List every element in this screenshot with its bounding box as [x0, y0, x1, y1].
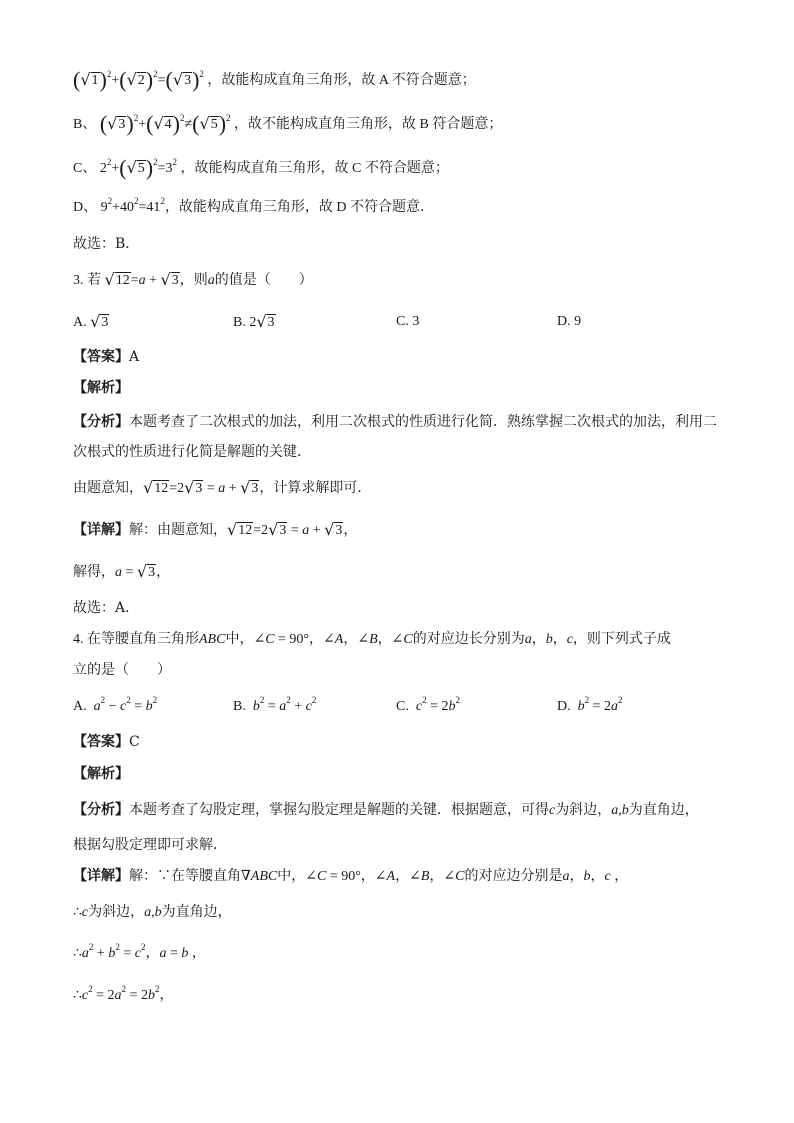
- q2-line-c-label: C、: [73, 161, 97, 176]
- q4-stem-2: 立的是（ ）: [73, 662, 171, 678]
- q3-choice: 故选：A．: [73, 600, 140, 616]
- q2-line-d: [73, 198, 434, 218]
- q2-choice: 故选：B．: [73, 236, 140, 252]
- q3-jiexi: 【解析】: [73, 380, 129, 396]
- q3-number: 3.: [73, 273, 84, 288]
- q4-answer: 【答案】C: [73, 734, 140, 750]
- q3-stem: 3. 若 √12=a + √3，则a的值是（ ）: [73, 270, 313, 289]
- q2-line-d-text: ，故能构成直角三角形，故 D 不符合题意．: [164, 200, 435, 215]
- q4-detail-1: 【详解】解：∵在等腰直角∇ABC中，∠C = 90°，∠A，∠B，∠C的对应边分别是a，b，c ，: [73, 869, 629, 884]
- q2-line-b: [73, 111, 503, 136]
- q3-analysis-2: 次根式的性质进行化简是解题的关键．: [73, 444, 311, 460]
- q2-line-c-text: ，故能构成直角三角形，故 C 不符合题意；: [180, 161, 449, 176]
- q3-option-a: A. √3: [73, 312, 109, 331]
- q2-line-b-label: B、: [73, 117, 97, 132]
- q2-line-a: [73, 67, 476, 92]
- q2-line-a-text: ，故能构成直角三角形，故 A 不符合题意；: [207, 73, 476, 88]
- q2-line-d-label: D、: [73, 200, 98, 215]
- q4-detail-2: ∴c为斜边，a,b为直角边，: [73, 905, 232, 920]
- q4-option-c: C. $c^2 = 2b^2$: [396, 695, 460, 714]
- q2-line-c: [73, 155, 449, 180]
- q4-option-a: A. $a^2 - c^2 = b^2$: [73, 695, 158, 714]
- q4-number: 4.: [73, 632, 84, 647]
- q4-options: [0, 697, 794, 719]
- q2-line-b-text: ，故不能构成直角三角形，故 B 符合题意；: [234, 117, 503, 132]
- q3-analysis-1: 【分析】本题考查了二次根式的加法，利用二次根式的性质进行化简．熟练掌握二次根式的加法，利用二: [73, 414, 717, 430]
- q4-analysis-2: 根据勾股定理即可求解．: [73, 837, 227, 853]
- q2-line-c-formula: $2^2+(√5)^2=3^2$: [99, 155, 178, 180]
- q4-jiexi: 【解析】: [73, 766, 129, 782]
- q3-option-b: B. 2√3: [233, 312, 275, 331]
- q3-analysis-3: 由题意知，√12=2√3 = a + √3，计算求解即可．: [73, 478, 372, 497]
- q4-detail-4: $\therefore c^2 = 2a^2 = 2b^2$，: [73, 984, 174, 1003]
- q4-option-b: B. $b^2 = a^2 + c^2$: [233, 695, 317, 714]
- q3-option-c: C. 3: [396, 314, 420, 329]
- q3-equation: √12=a + √3: [104, 270, 179, 289]
- q4-analysis-1: 【分析】本题考查了勾股定理，掌握勾股定理是解题的关键．根据题意，可得c为斜边，a,b为直角边，: [73, 803, 699, 818]
- q3-options: [0, 312, 794, 334]
- q3-option-d: D. 9: [557, 314, 582, 329]
- q3-detail-1: 【详解】解：由题意知，√12=2√3 = a + √3，: [73, 520, 358, 539]
- q4-detail-3: $\therefore a^2 + b^2 = c^2$，a = b ，: [73, 942, 206, 961]
- q4-option-d: D. $b^2 = 2a^2$: [557, 695, 623, 714]
- q4-stem-1: 4. 在等腰直角三角形ABC中，∠C = 90°，∠A，∠B，∠C的对应边长分别为a，b，c，则下列式子成: [73, 632, 671, 647]
- q2-line-b-formula: $(√3)^2+(√4)^2\ne(√5)^2$: [99, 111, 231, 136]
- q2-line-a-formula: $(√1)^2+(√2)^2=(√3)^2$: [73, 67, 204, 92]
- q3-detail-2: 解得，a = √3，: [73, 562, 171, 581]
- q3-answer: 【答案】A: [73, 349, 140, 365]
- q2-line-d-formula: $9^2+40^2=41^2$: [100, 196, 165, 215]
